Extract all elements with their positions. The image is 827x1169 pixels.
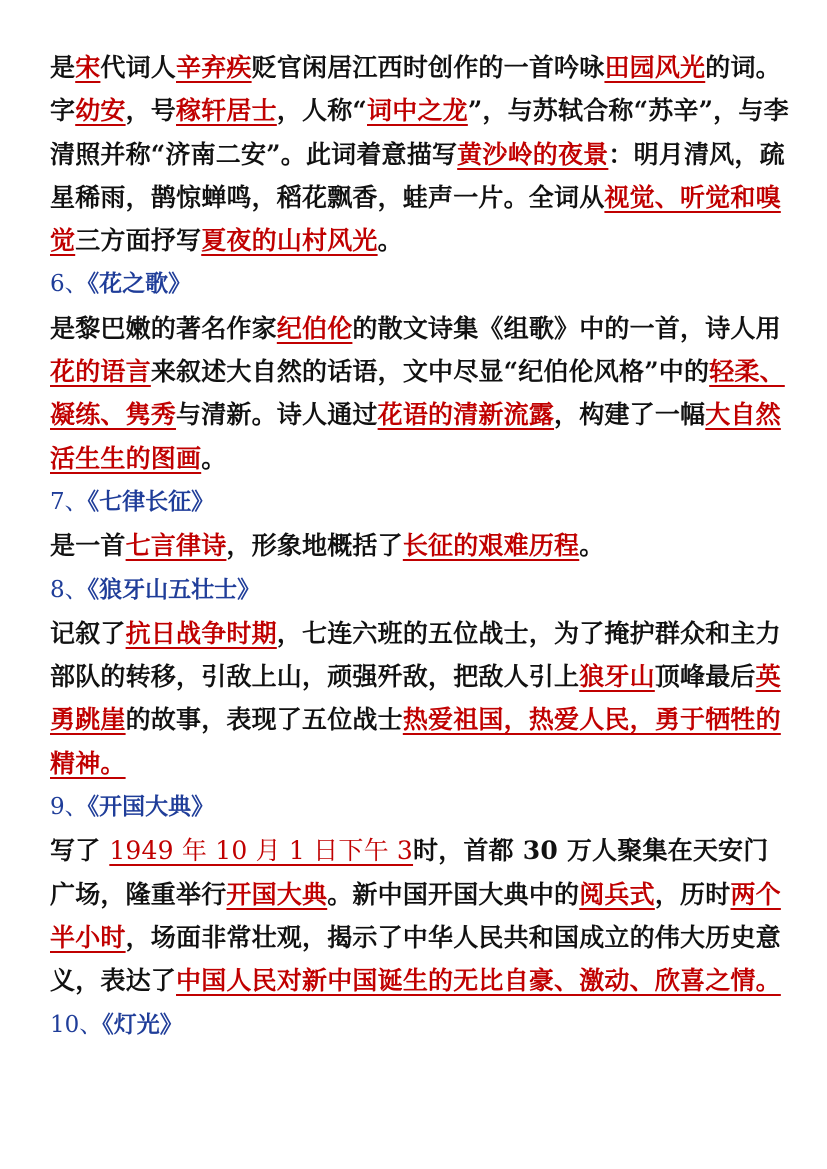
- paragraph-text: 三方面抒写: [75, 226, 202, 256]
- key-term-highlight: 长征的艰难历程: [402, 531, 580, 561]
- section-title: 《开国大典》: [87, 793, 215, 821]
- key-term-highlight: 幼安: [75, 96, 126, 126]
- key-term-highlight: 狼牙山: [579, 662, 655, 692]
- key-term-highlight: 抗日战争时期: [125, 618, 277, 648]
- paragraph-text: 。新中国开国大典中的: [327, 879, 580, 909]
- paragraph-text: 是黎巴嫩的著名作家: [50, 313, 277, 343]
- key-term-highlight: 轻柔、凝练、隽秀: [50, 357, 785, 430]
- key-term-highlight: 田园风光: [604, 53, 706, 82]
- key-term-highlight: 大自然活生生的图画: [50, 400, 781, 473]
- section-paragraph: [50, 307, 790, 480]
- key-term-highlight: 纪伯伦: [276, 313, 353, 343]
- paragraph-text: ”，与苏轼合称“苏辛”，与李清照并称“济南二安”。此词着意描写: [50, 96, 789, 169]
- paragraph-text: ，场面非常壮观，揭示了中华人民共和国成立的伟大历史意义，表达了: [50, 922, 781, 996]
- section-title: 《灯光》: [102, 1010, 183, 1038]
- section-number: 8、: [50, 576, 88, 603]
- section-paragraph: [50, 829, 790, 1002]
- key-term-highlight: 两个半小时: [50, 879, 781, 952]
- document-page: [50, 46, 790, 1047]
- paragraph-text: 时，首都 30 万人聚集在天安门广场，隆重举行: [50, 836, 769, 909]
- paragraph-text: ：明月清风，疏星稀雨，鹊惊蝉鸣，稻花飘香，蛙声一片。全词从: [50, 139, 785, 212]
- paragraph-text: ，号: [125, 96, 177, 126]
- paragraph-text: 代词人: [100, 53, 177, 82]
- key-term-highlight: 1949 年 10 月 1 日下午 3: [109, 836, 414, 866]
- section-paragraph: [50, 524, 790, 567]
- paragraph-text: ，形象地概括了: [226, 531, 403, 561]
- section-heading: [50, 568, 790, 612]
- paragraph-text: 记叙了: [50, 618, 126, 648]
- paragraph-text: 。: [201, 443, 227, 473]
- paragraph-text: 写了: [50, 836, 110, 866]
- key-term-highlight: 夏夜的山村风光: [201, 226, 378, 256]
- key-term-highlight: 黄沙岭的夜景: [457, 139, 609, 169]
- paragraph-text: 的散文诗集《组歌》中的一首，诗人用: [352, 313, 781, 343]
- section-heading: [50, 480, 790, 524]
- paragraph-text: ，历时: [654, 879, 731, 909]
- section-heading: [50, 1003, 790, 1047]
- key-term-highlight: 中国人民对新中国诞生的无比自豪、激动、欣喜之情。: [176, 966, 781, 996]
- section-title: 《七律长征》: [87, 487, 215, 515]
- paragraph-text: 。: [377, 226, 403, 256]
- paragraph-text: 。: [579, 531, 605, 561]
- section-heading: [50, 262, 790, 306]
- key-term-highlight: 花的语言: [50, 357, 151, 387]
- paragraph-text: ，构建了一幅: [554, 400, 706, 430]
- paragraph-text: 的故事，表现了五位战士: [125, 705, 403, 735]
- section-number: 10、: [50, 1011, 103, 1038]
- paragraph-text: 来叙述大自然的话语，文中尽显“纪伯伦风格”中的: [150, 357, 710, 387]
- section-title: 《花之歌》: [87, 270, 192, 298]
- key-term-highlight: 辛弃疾: [176, 53, 252, 82]
- paragraph-text: ，人称“: [276, 96, 368, 126]
- paragraph-text: 的词。字: [50, 53, 781, 126]
- key-term-highlight: 热爱祖国，热爱人民，勇于牺牲的精神。: [50, 705, 781, 778]
- key-term-highlight: 英勇跳崖: [50, 662, 781, 735]
- section-paragraph: [50, 46, 790, 262]
- key-term-highlight: 词中之龙: [367, 96, 468, 126]
- key-term-highlight: 花语的清新流露: [377, 400, 555, 430]
- key-term-highlight: 视觉、听觉和嗅觉: [50, 182, 781, 256]
- paragraph-text: 与清新。诗人通过: [176, 400, 378, 430]
- paragraph-text: ，七连六班的五位战士，为了掩护群众和主力部队的转移，引敌上山，顽强歼敌，把敌人引上: [50, 618, 781, 692]
- paragraph-text: 是: [50, 53, 76, 82]
- key-term-highlight: 七言律诗: [125, 531, 227, 561]
- paragraph-text: 贬官闲居江西时创作的一首吟咏: [251, 53, 605, 82]
- section-heading: [50, 785, 790, 829]
- section-number: 6、: [50, 271, 88, 298]
- section-paragraph: [50, 612, 790, 785]
- key-term-highlight: 开国大典: [226, 879, 328, 909]
- paragraph-text: 是一首: [50, 531, 126, 561]
- section-number: 7、: [50, 488, 88, 515]
- section-number: 9、: [50, 794, 88, 821]
- key-term-highlight: 宋: [75, 53, 101, 82]
- key-term-highlight: 稼轩居士: [176, 96, 277, 126]
- paragraph-text: 顶峰最后: [654, 662, 756, 692]
- key-term-highlight: 阅兵式: [579, 879, 655, 909]
- section-title: 《狼牙山五壮士》: [87, 575, 261, 603]
